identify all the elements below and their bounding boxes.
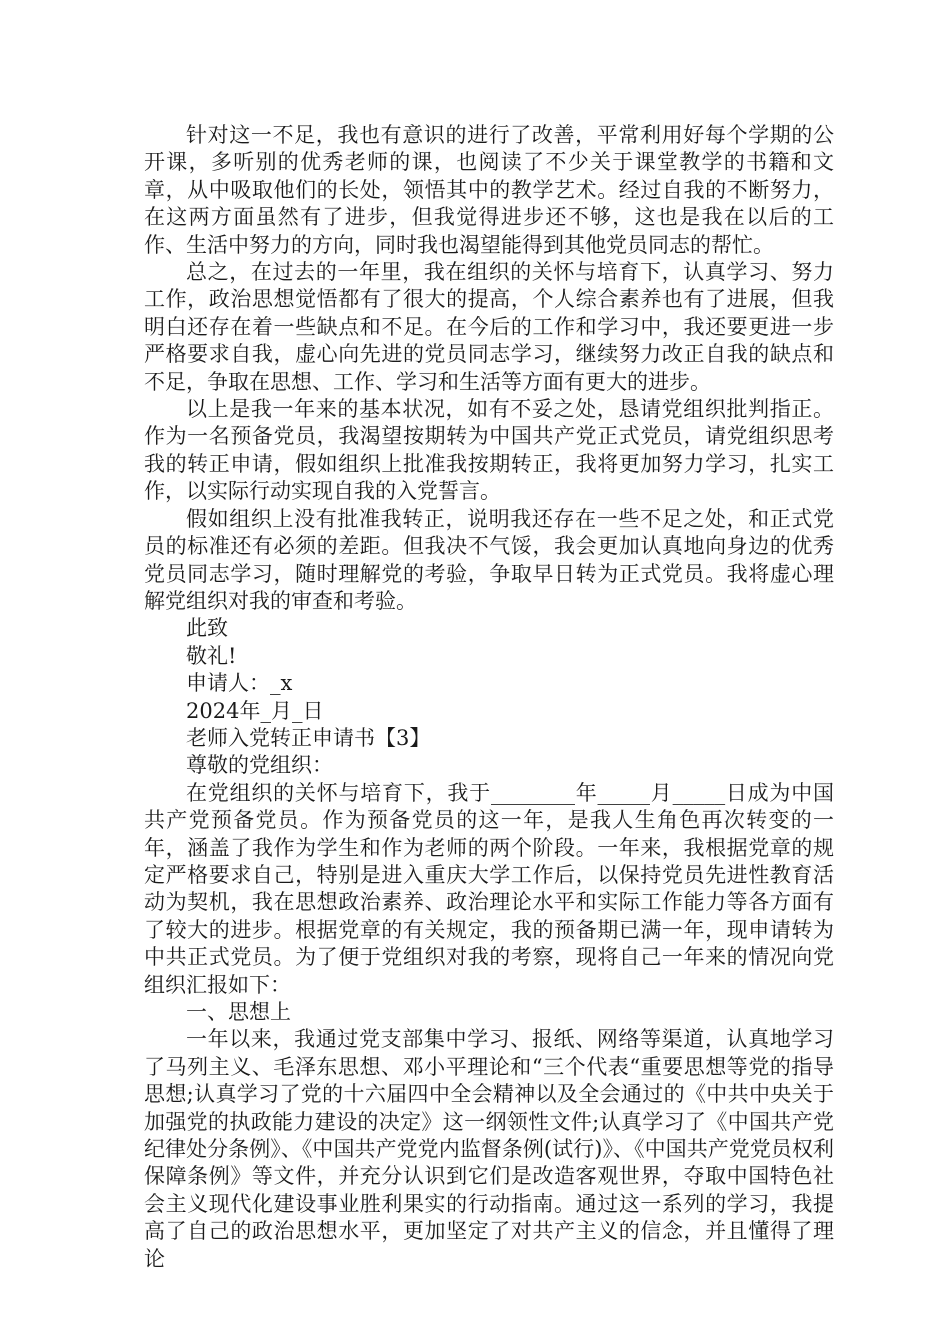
closing-regards: 敬礼! bbox=[186, 643, 237, 668]
applicant-line: 申请人：_x bbox=[186, 671, 293, 696]
section-title: 老师入党转正申请书【3】 bbox=[186, 725, 431, 750]
paragraph: 以上是我一年来的基本状况，如有不妥之处，恳请党组织批判指正。作为一名预备党员，我渴望按期转为中国共产党正式党员，请党组织思考我的转正申请，假如组织上批准我按期转正，我将更加努力学习，扎实工作，以实际行动实现自我的入党誓言。 bbox=[144, 397, 834, 504]
paragraph: 总之，在过去的一年里，我在组织的关怀与培育下，认真学习、努力工作，政治思想觉悟都有了很大的提高，个人综合素养也有了进展，但我明白还存在着一些缺点和不足。在今后的工作和学习中，我还要更进一步严格要求自我，虚心向先进的党员同志学习，继续努力改正自我的缺点和不足，争取在思想、工作、学习和生活等方面有更大的进步。 bbox=[144, 260, 834, 394]
paragraph: 针对这一不足，我也有意识的进行了改善，平常利用好每个学期的公开课，多听别的优秀老师的课，也阅读了不少关于课堂教学的书籍和文章，从中吸取他们的长处，领悟其中的教学艺术。经过自我的不断努力，在这两方面虽然有了进步，但我觉得进步还不够，这也是我在以后的工作、生活中努力的方向，同时我也渴望能得到其他党员同志的帮忙。 bbox=[144, 123, 834, 257]
closing-salutation: 此致 bbox=[186, 616, 228, 641]
subheading: 一、思想上 bbox=[186, 1000, 291, 1024]
paragraph: 假如组织上没有批准我转正，说明我还存在一些不足之处，和正式党员的标准还有必须的差距。但我决不气馁，我会更加认真地向身边的优秀党员同志学习，随时理解党的考验，争取早日转为正式党员。我将虚心理解党组织对我的审查和考验。 bbox=[144, 506, 834, 613]
document-body bbox=[144, 122, 834, 1273]
paragraph: 一年以来，我通过党支部集中学习、报纸、网络等渠道，认真地学习了马列主义、毛泽东思想、邓小平理论和“三个代表“重要思想等党的指导思想;认真学习了党的十六届四中全会精神以及全会通过的《中共中央关于加强党的执政能力建设的决定》这一纲领性文件;认真学习了《中国共产党纪律处分条例》、《中国共产党党内监督条例(试行)》、《中国共产党党员权利保障条例》等文件，并充分认识到它们是改造客观世界，夺取中国特色社会主义现代化建设事业胜利果实的行动指南。通过这一系列的学习，我提高了自己的政治思想水平，更加坚定了对共产主义的信念，并且懂得了理论 bbox=[144, 1027, 834, 1271]
paragraph: 在党组织的关怀与培育下，我于________年_____月_____日成为中国共产党预备党员。作为预备党员的这一年，是我人生角色再次转变的一年，涵盖了我作为学生和作为老师的两个阶段。一年来，我根据党章的规定严格要求自己，特别是进入重庆大学工作后，以保持党员先进性教育活动为契机，我在思想政治素养、政治理论水平和实际工作能力等各方面有了较大的进步。根据党章的有关规定，我的预备期已满一年，现申请转为中共正式党员。为了便于党组织对我的考察，现将自己一年来的情况向党组织汇报如下： bbox=[144, 780, 834, 997]
date-line: 2024年_月_日 bbox=[186, 698, 324, 723]
greeting: 尊敬的党组织： bbox=[186, 753, 333, 778]
